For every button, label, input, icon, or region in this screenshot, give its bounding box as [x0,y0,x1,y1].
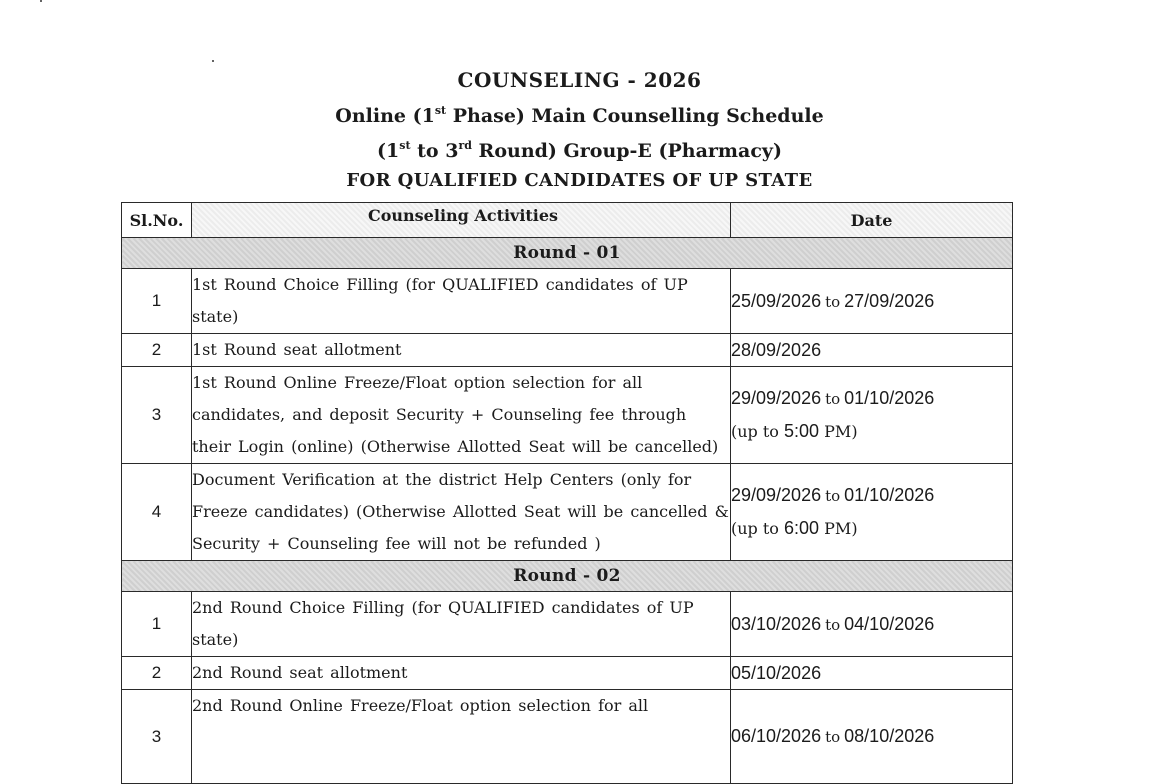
date-from: 03/10/2026 [731,613,822,634]
table-row [122,592,1013,657]
row-activity: 1st Round Online Freeze/Float option selection for all candidates, and deposit Security + Counseling fee through their Login (online) (Otherwise Allotted Seat will be cancelled) [192,367,731,464]
document-title: COUNSELING - 2026 [457,68,702,92]
time-note-prefix: (up to [731,422,785,441]
row-activity: 1st Round Choice Filling (for QUALIFIED candidates of UP state) [192,269,731,334]
date-connector: to [825,615,841,634]
schedule-table [121,202,1013,784]
table-row [122,334,1013,367]
date-from: 06/10/2026 [731,726,822,746]
table-row [122,657,1013,690]
table-row [122,367,1013,464]
time-note-suffix: PM) [819,519,858,538]
date-from: 25/09/2026 [731,290,822,311]
table-row [122,690,1013,784]
row-activity: 2nd Round Choice Filling (for QUALIFIED candidates of UP state) [192,592,731,657]
scan-speck [212,60,214,62]
subtitle-text: Phase) Main Counselling Schedule [446,105,824,127]
round-label: Round - 02 [122,561,1013,592]
document-subtitle [0,105,1159,127]
date-connector: to [825,728,841,746]
header-date: Date [731,203,1013,238]
date-from: 28/09/2026 [731,340,822,360]
row-date [731,464,1013,561]
document-round-range [0,140,1159,162]
header-slno: Sl.No. [122,203,192,238]
table-header-row [122,203,1013,238]
row-number: 3 [122,367,192,464]
row-number: 2 [122,334,192,367]
row-activity: 2nd Round Online Freeze/Float option selection for all [192,690,731,784]
row-date [731,690,1013,784]
row-date [731,334,1013,367]
document-audience: FOR QUALIFIED CANDIDATES OF UP STATE [346,170,813,191]
row-activity: Document Verification at the district Help Centers (only for Freeze candidates) (Otherwise Allotted Seat will be cancelled & Security + Counseling fee will not be refunded ) [192,464,731,561]
date-to: 08/10/2026 [844,726,935,746]
time-note-time: 6:00 [784,518,820,538]
date-connector: to [825,292,841,311]
round-row [122,238,1013,269]
row-number: 2 [122,657,192,690]
round-range-text: to 3 [410,140,459,162]
row-activity: 1st Round seat allotment [192,334,731,367]
round-label: Round - 01 [122,238,1013,269]
scan-speck [40,0,42,2]
subtitle-superscript: st [434,104,447,117]
date-from: 29/09/2026 [731,485,822,505]
date-connector: to [825,487,841,505]
time-note-suffix: PM) [819,422,858,441]
date-from: 05/10/2026 [731,663,822,683]
subtitle-text: Online (1 [335,105,435,127]
round-range-superscript: st [399,139,411,152]
date-to: 01/10/2026 [844,388,935,408]
time-note-time: 5:00 [784,421,820,441]
row-date [731,367,1013,464]
row-number: 1 [122,269,192,334]
table-row [122,464,1013,561]
date-to: 27/09/2026 [844,290,935,311]
header-activities: Counseling Activities [192,203,731,238]
round-range-text: (1 [377,140,400,162]
date-to: 01/10/2026 [844,485,935,505]
row-number: 1 [122,592,192,657]
row-date [731,269,1013,334]
date-connector: to [825,390,841,408]
round-range-superscript: rd [458,139,472,152]
date-to: 04/10/2026 [844,613,935,634]
time-note-prefix: (up to [731,519,785,538]
row-activity: 2nd Round seat allotment [192,657,731,690]
row-number: 4 [122,464,192,561]
row-date [731,592,1013,657]
date-from: 29/09/2026 [731,388,822,408]
table-row [122,269,1013,334]
round-range-text: Round) Group-E (Pharmacy) [471,140,782,162]
round-row [122,561,1013,592]
row-number: 3 [122,690,192,784]
row-date [731,657,1013,690]
